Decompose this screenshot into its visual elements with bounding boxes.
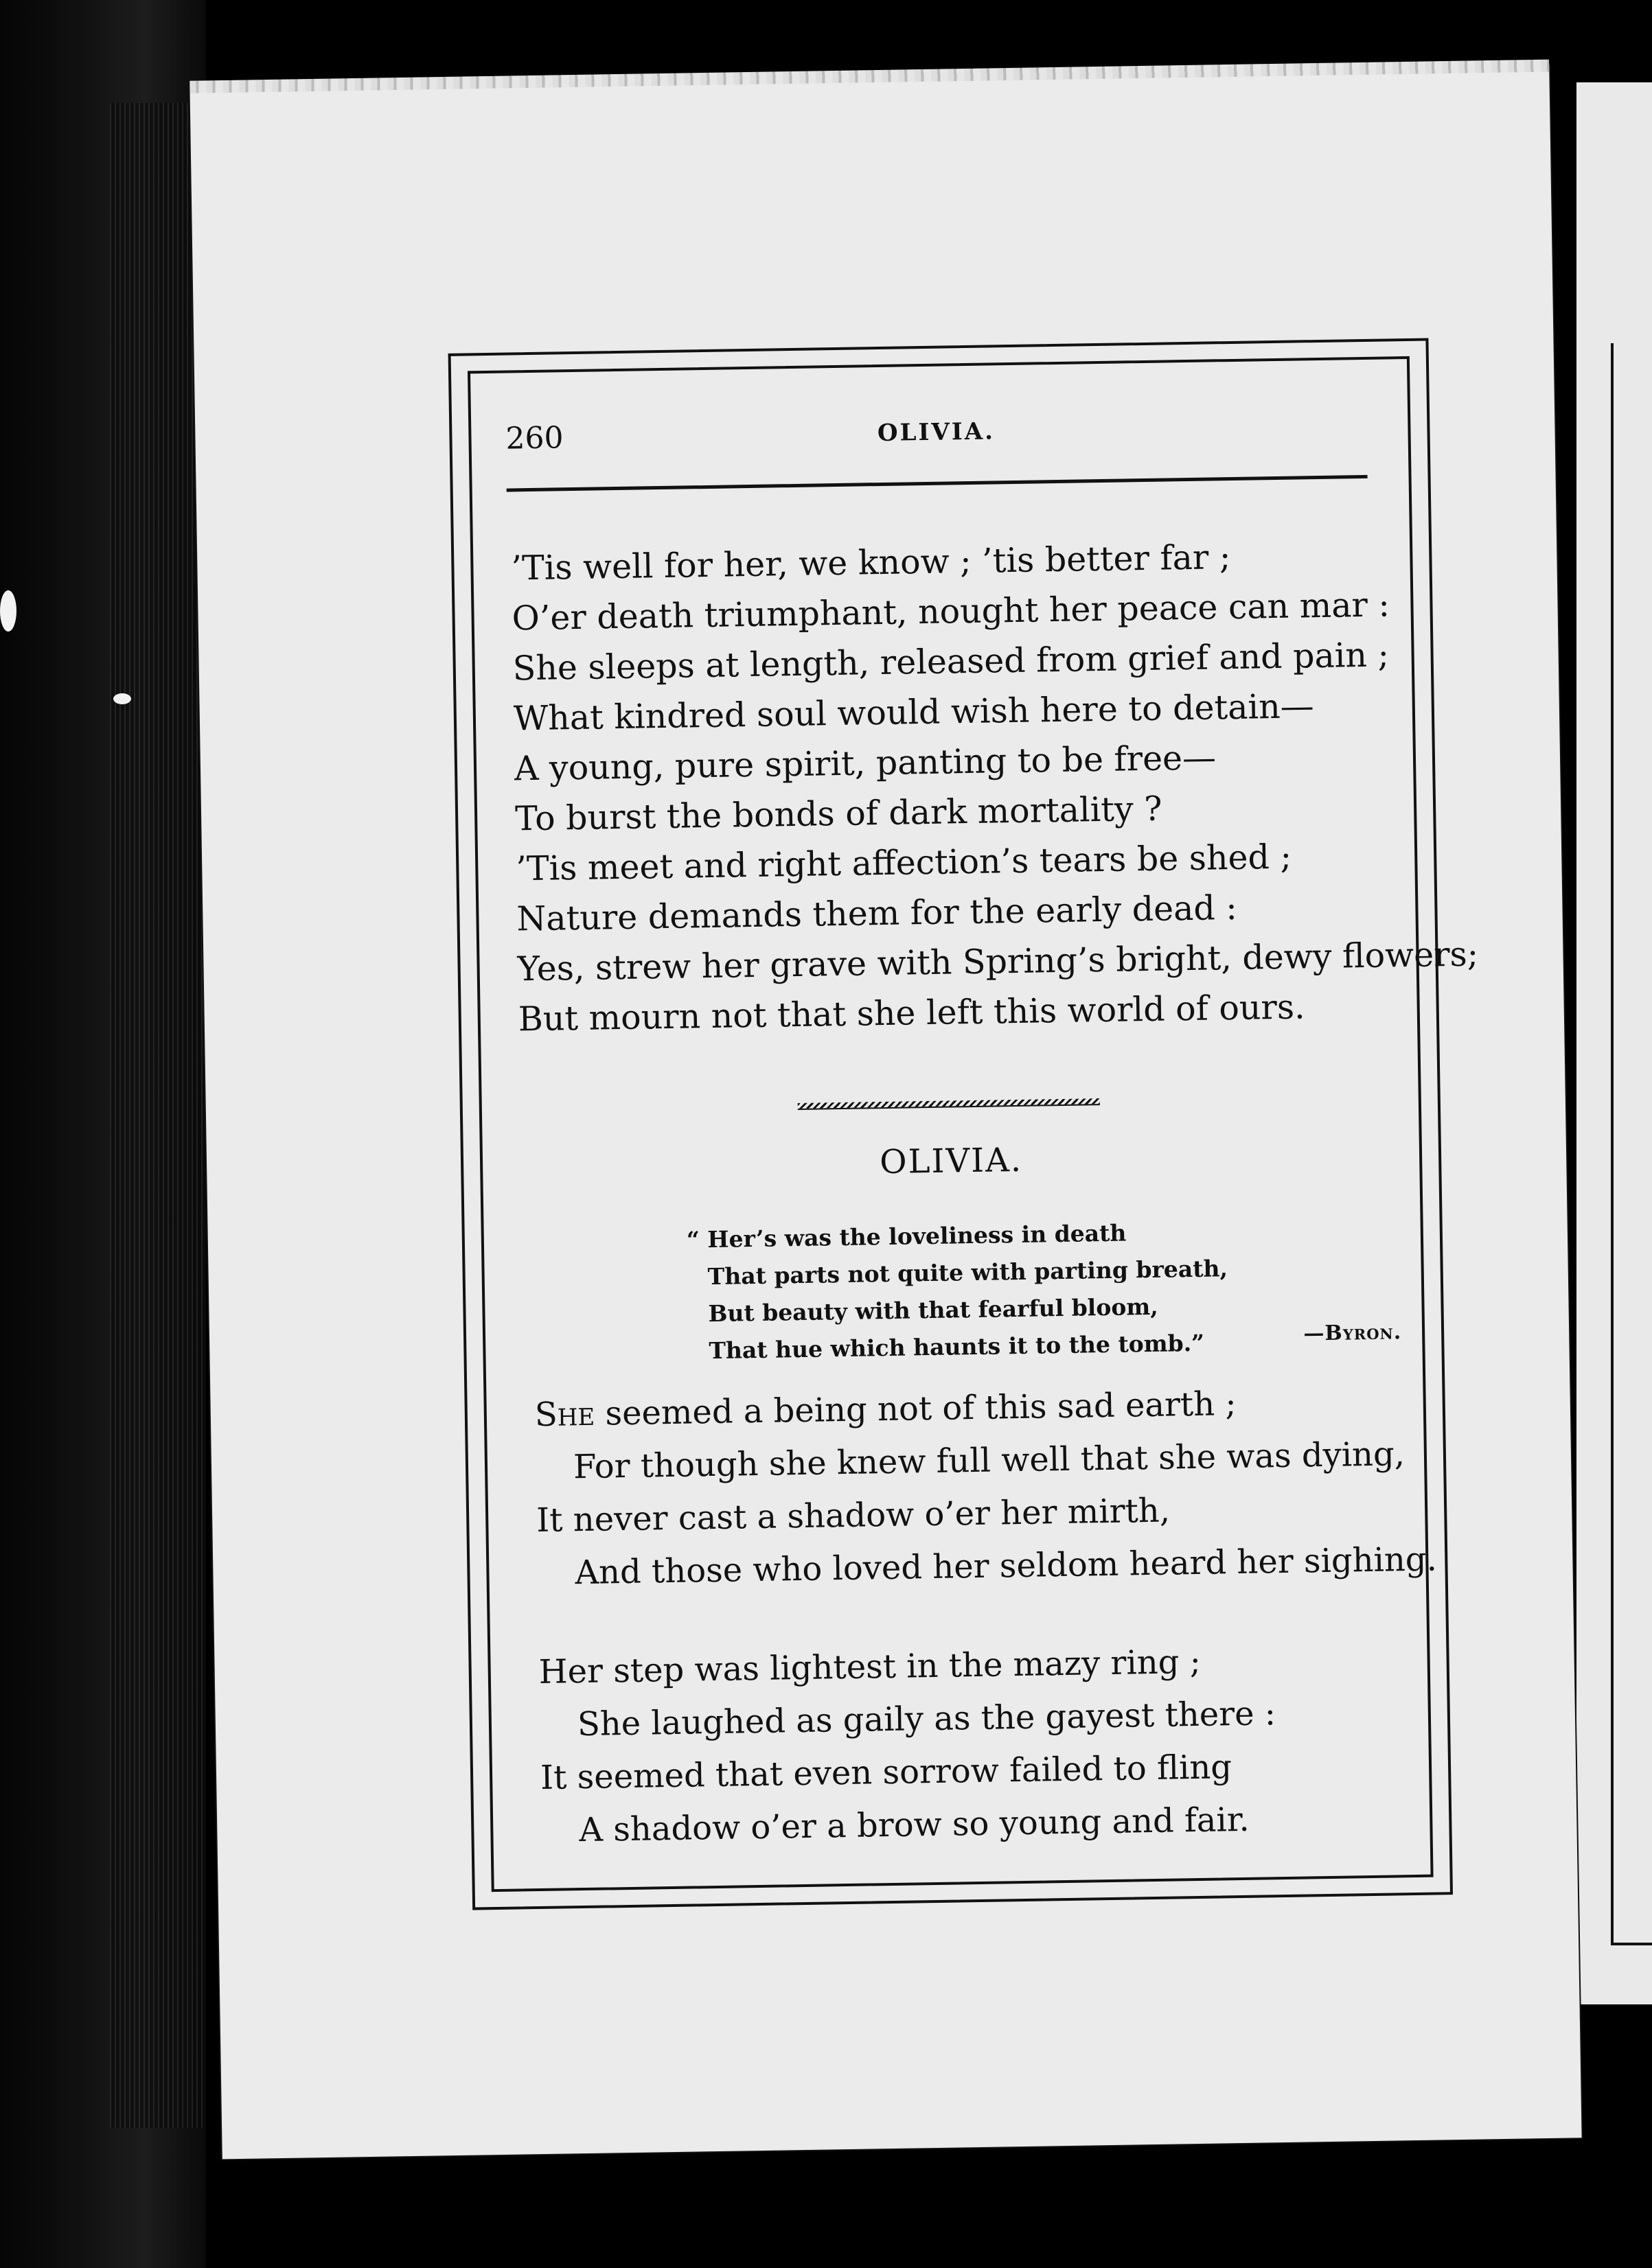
stanza-line: She laughed as gaily as the gayest there : [577, 1694, 1276, 1744]
epigraph-attribution [1303, 1320, 1401, 1345]
poem-line: Nature demands them for the early dead : [516, 888, 1238, 939]
stanza-line: And those who loved her seldom heard her sighing. [575, 1540, 1438, 1593]
poem-line: Yes, strew her grave with Spring’s bright, dewy flowers; [517, 934, 1479, 989]
epigraph-line: “ Her’s was the loveliness in death [686, 1219, 1127, 1253]
page-frame-inner [468, 356, 1479, 1892]
facing-page-frame [1611, 343, 1652, 1945]
poem-line: A young, pure spirit, panting to be free— [514, 738, 1217, 789]
stanza-line: For though she knew full well that she was dying, [573, 1435, 1406, 1487]
first-line-text: seemed a being not of this sad earth ; [594, 1385, 1237, 1433]
running-head: OLIVIA. [877, 417, 996, 448]
page-number: 260 [505, 420, 564, 456]
previous-poem-ending [511, 530, 1479, 1045]
stanza-line: It never cast a shadow o’er her mirth, [536, 1491, 1171, 1540]
poem-line: She sleeps at length, released from grief and pain ; [512, 635, 1390, 688]
page-edges [110, 103, 206, 2128]
facing-page-edge [1574, 82, 1652, 2004]
attribution-text: —Byron. [1303, 1320, 1402, 1346]
page-frame-outer [448, 338, 1479, 1910]
poem-title: OLIVIA. [879, 1140, 1023, 1182]
book-page [190, 65, 1581, 2160]
stanza-line: A shadow o’er a brow so young and fair. [578, 1800, 1250, 1850]
epigraph-line: But beauty with that fearful bloom, [708, 1293, 1159, 1328]
stanza-1 [534, 1375, 1438, 1600]
epigraph-line: That hue which haunts it to the tomb.” [709, 1329, 1205, 1365]
poem-line: To burst the bonds of dark mortality ? [514, 789, 1162, 839]
page-header [505, 408, 1367, 470]
poem-line: O’er death triumphant, nought her peace can mar : [512, 585, 1390, 638]
section-divider-ornament [798, 1098, 1100, 1110]
poem-line: But mourn not that she left this world of ours. [518, 987, 1305, 1039]
poem-line: ’Tis meet and right affection’s tears be shed ; [515, 837, 1292, 889]
scan-speck [113, 693, 131, 704]
page-top-edge [190, 60, 1549, 93]
poem-line: What kindred soul would wish here to detain— [513, 686, 1315, 739]
epigraph [686, 1213, 1229, 1369]
scan-speck [0, 590, 16, 632]
stanza-line: Her step was lightest in the mazy ring ; [538, 1642, 1202, 1692]
header-rule [507, 475, 1368, 492]
epigraph-line: That parts not quite with parting breath, [707, 1255, 1228, 1291]
book-spine [0, 0, 206, 2268]
poem-line: ’Tis well for her, we know ; ’tis better far ; [511, 537, 1231, 588]
initial-word: She [534, 1394, 595, 1435]
stanza-2 [538, 1632, 1416, 1858]
stanza-line: It seemed that even sorrow failed to fling [540, 1748, 1232, 1798]
